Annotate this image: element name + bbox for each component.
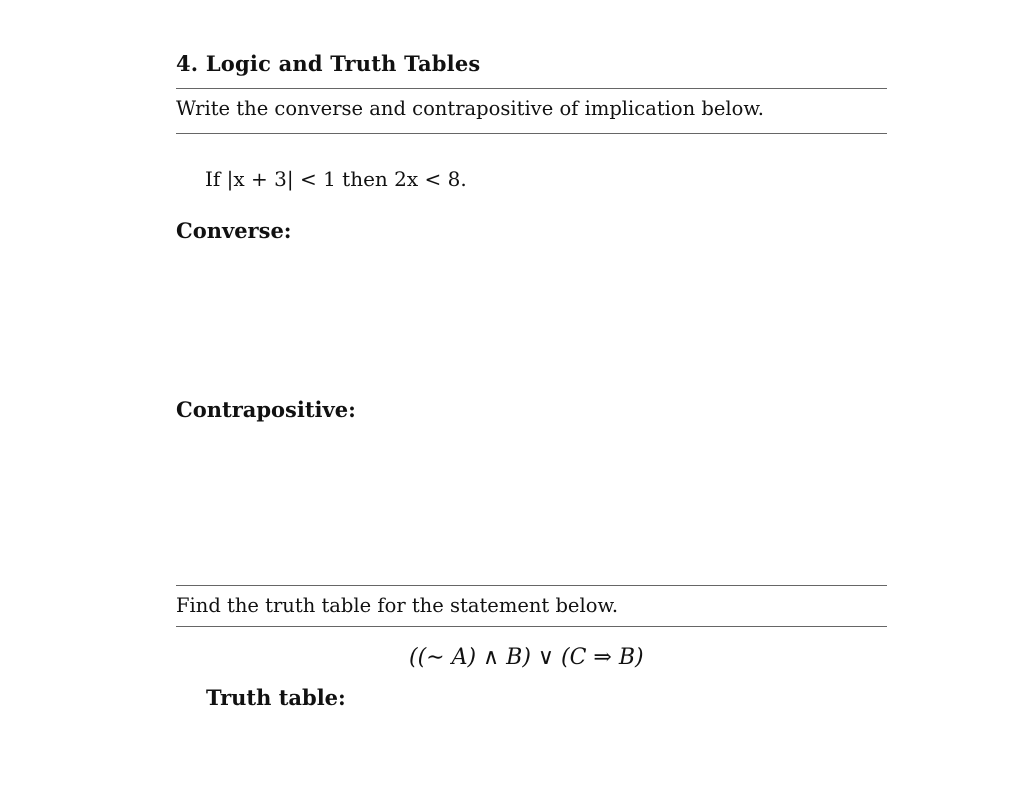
contrapositive-label: Contrapositive: — [176, 397, 356, 422]
section-title: 4. Logic and Truth Tables — [176, 51, 481, 76]
logic-formula: ((∼ A) ∧ B) ∨ (C ⇒ B) — [409, 645, 644, 670]
contrapositive-answer-space[interactable] — [176, 430, 887, 570]
implication-statement: If |x + 3| < 1 then 2x < 8. — [205, 167, 467, 191]
divider — [176, 88, 887, 89]
divider — [176, 626, 887, 627]
converse-label: Converse: — [176, 218, 292, 243]
question-instruction: Find the truth table for the statement below. — [176, 594, 619, 617]
question-instruction: Write the converse and contrapositive of implication below. — [176, 97, 764, 120]
divider — [176, 585, 887, 586]
converse-answer-space[interactable] — [176, 250, 887, 380]
truth-table-label: Truth table: — [206, 685, 346, 710]
divider — [176, 133, 887, 134]
